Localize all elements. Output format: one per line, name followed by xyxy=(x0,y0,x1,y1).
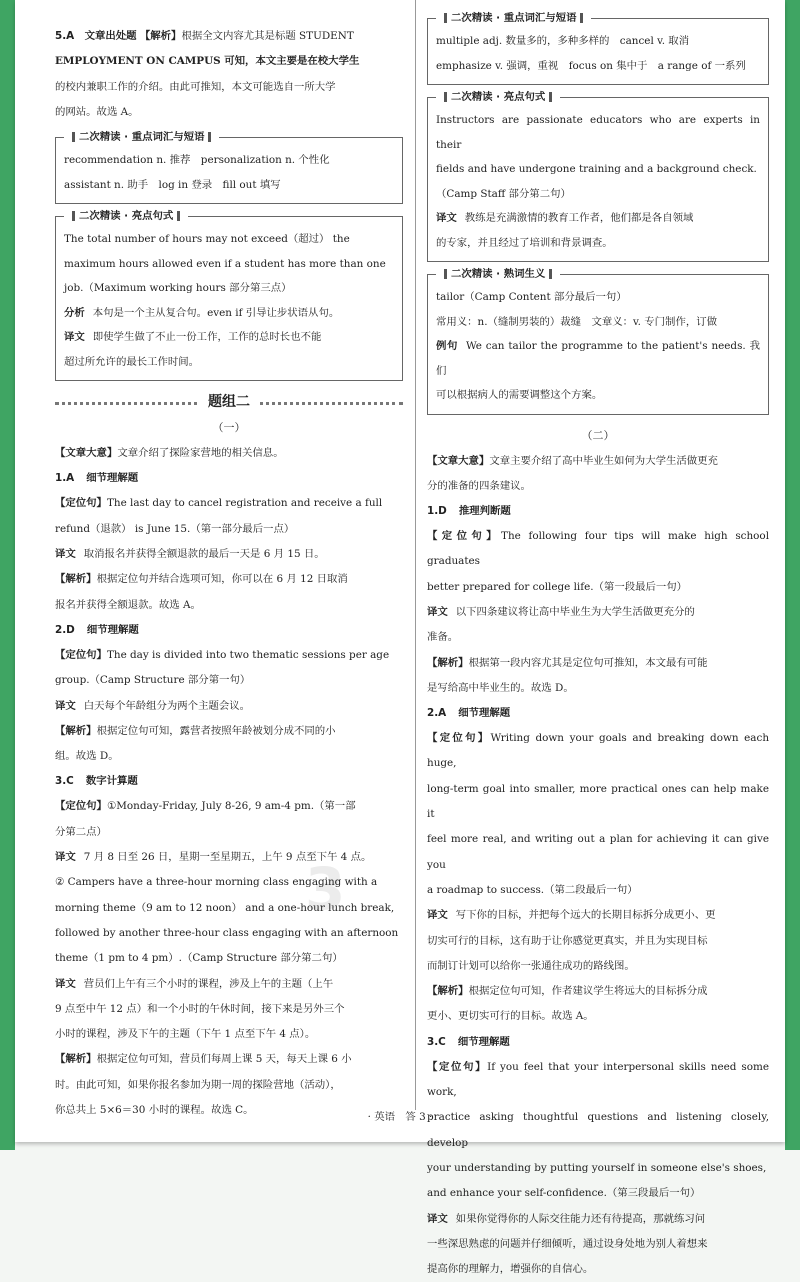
locate-line: a roadmap to success.（第二段最后一句） xyxy=(427,883,638,896)
example-line: 例句 We can tailor the programme to the patient's needs. 我们 xyxy=(436,340,760,377)
analysis-line: 时。由此可知，如果你报名参加为期一周的探险营地（活动）， xyxy=(55,1078,341,1091)
translation-line: 而制订计划可以给你一张通往成功的路线图。 xyxy=(427,959,635,972)
translation-line: 译文 营员们上午有三个小时的课程，涉及上午的主题（上午 xyxy=(55,977,334,990)
watermark: 3 xyxy=(305,855,346,923)
question-header: 1.D 推理判断题 xyxy=(427,505,511,518)
analysis-line: 你总共上 5×6＝30 小时的课程。故选 C。 xyxy=(55,1104,254,1117)
translation-line: 小时的课程，涉及下午的主题（下午 1 点至下午 4 点）。 xyxy=(55,1028,316,1041)
analysis-line: 【解析】根据定位句并结合选项可知，你可以在 6 月 12 日取消 xyxy=(55,573,348,586)
sentence-line: Instructors are passionate educators who are experts in their xyxy=(436,114,760,151)
locate-line: 【定位句】The last day to cancel registration and receive a full xyxy=(55,497,383,510)
locate-line: feel more real, and writing out a plan for achieving it can give you xyxy=(427,833,769,871)
translation-line: 一些深思熟虑的问题并仔细倾听，通过设身处地为别人着想来 xyxy=(427,1237,708,1250)
summary: 【文章大意】文章主要介绍了高中毕业生如何为大学生活做更充 xyxy=(427,454,718,467)
box-title: 二次精读 · 重点词汇与短语 xyxy=(436,10,591,26)
locate-line: refund（退款） is June 15.（第一部分最后一点） xyxy=(55,522,295,535)
locate-line: 【定位句】Writing down your goals and breaking down each huge, xyxy=(427,732,770,770)
analysis-line: 更小、更切实可行的目标。故选 A。 xyxy=(427,1010,594,1023)
box-title: 二次精读 · 亮点句式 xyxy=(64,208,188,224)
sentence-box xyxy=(427,91,769,262)
analysis-line: 【解析】根据定位句可知，营员们每周上课 5 天，每天上课 6 小 xyxy=(55,1053,352,1066)
page-footer: · 英语 答 3 · xyxy=(367,1111,433,1123)
box-title: 二次精读 · 重点词汇与短语 xyxy=(64,129,219,145)
question-header: 3.C 数字计算题 xyxy=(55,775,138,788)
sentence-line: （Camp Staff 部分第二句） xyxy=(436,187,571,200)
translation-line: 译文 写下你的目标，并把每个远大的长期目标拆分成更小、更 xyxy=(427,909,716,922)
vocab-box xyxy=(427,12,769,85)
translation-line: 切实可行的目标，这有助于让你感觉更真实，并且为实现目标 xyxy=(427,934,708,947)
word-line: 常用义：n.（缝制男装的）裁缝 文章义：v. 专门制作，订做 xyxy=(436,315,717,328)
translation-line: 译文 以下四条建议将让高中毕业生为大学生活做更充分的 xyxy=(427,605,695,618)
question-header: 3.C 细节理解题 xyxy=(427,1035,510,1048)
column-divider xyxy=(415,0,416,1110)
locate-line: 【定位句】The day is divided into two thematic sessions per age xyxy=(55,648,390,661)
locate-line: better prepared for college life.（第一段最后一句） xyxy=(427,580,688,593)
sentence-line: fields and have undergone training and a background check. xyxy=(436,163,757,175)
answer-page xyxy=(15,0,785,1276)
question-header: 2.A 细节理解题 xyxy=(427,707,511,720)
locate-line: theme（1 pm to 4 pm）.（Camp Structure 部分第二句） xyxy=(55,952,343,965)
analysis-line: 【解析】根据定位句可知，露营者按照年龄被划分成不同的小 xyxy=(55,724,336,737)
box-title: 二次精读 · 亮点句式 xyxy=(436,89,560,105)
translation-line: 译文 白天每个年龄组分为两个主题会议。 xyxy=(55,699,251,712)
q5-block: 5.A 文章出处题 【解析】根据全文内容尤其是标题 STUDENT xyxy=(55,30,354,42)
passage-subtitle: （一） xyxy=(212,421,246,435)
locate-line: followed by another three-hour class engaging with an afternoon xyxy=(55,926,399,939)
sentence-box xyxy=(55,210,403,381)
locate-line: 【定位句】①Monday-Friday, July 8-26, 9 am-4 pm.（第一部 xyxy=(55,800,356,813)
translation-line: 译文 即使学生做了不止一份工作，工作的总时长也不能 xyxy=(64,331,322,344)
left-border xyxy=(0,0,15,1150)
sentence-line: job.（Maximum working hours 部分第三点） xyxy=(64,282,292,295)
translation-line: 超过所允许的最长工作时间。 xyxy=(64,355,200,368)
passage-subtitle: （二） xyxy=(581,428,615,442)
analysis-line: 组。故选 D。 xyxy=(55,750,119,763)
translation-line: 译文 教练是充满激情的教育工作者，他们都是各自领域 xyxy=(436,212,694,224)
vocab-box xyxy=(55,131,403,204)
locate-line: ② Campers have a three-hour morning class engaging with a xyxy=(55,876,378,889)
word-line: tailor（Camp Content 部分最后一句） xyxy=(436,291,627,303)
locate-line: 【定位句】If you feel that your interpersonal skills need some work, xyxy=(427,1060,769,1099)
vocab-line: assistant n. 助手 log in 登录 fill out 填写 xyxy=(64,178,281,191)
locate-line: and enhance your self-confidence.（第三段最后一句） xyxy=(427,1187,701,1200)
translation-line: 准备。 xyxy=(427,631,459,644)
locate-line: group.（Camp Structure 部分第一句） xyxy=(55,674,251,687)
translation-line: 译文 如果你觉得你的人际交往能力还有待提高，那就练习问 xyxy=(427,1212,706,1225)
summary: 【文章大意】文章介绍了探险家营地的相关信息。 xyxy=(55,447,284,460)
example-line: 可以根据病人的需要调整这个方案。 xyxy=(436,389,603,401)
vocab-line: emphasize v. 强调，重视 focus on 集中于 a range of 一系列 xyxy=(436,59,746,72)
right-column xyxy=(427,4,769,1282)
locate-line: your understanding by putting yourself in someone else's shoes, xyxy=(427,1161,767,1174)
translation-line: 译文 取消报名并获得全额退款的最后一天是 6 月 15 日。 xyxy=(55,548,325,561)
analysis-line: 报名并获得全额退款。故选 A。 xyxy=(55,598,201,611)
left-column xyxy=(55,24,403,1123)
locate-line: practice asking thoughtful questions and listening closely, develop xyxy=(427,1111,769,1149)
locate-line: long-term goal into smaller, more practical ones can help make it xyxy=(427,782,769,821)
translation-line: 译文 7 月 8 日至 26 日，星期一至星期五，上午 9 点至下午 4 点。 xyxy=(55,851,372,864)
vocab-line: multiple adj. 数量多的，多种多样的 cancel v. 取消 xyxy=(436,35,690,47)
q5-line: 的网站。故选 A。 xyxy=(55,105,139,118)
group-title: 题组二 xyxy=(55,389,403,415)
translation-line: 的专家，并且经过了培训和背景调查。 xyxy=(436,236,613,249)
q5-line: 的校内兼职工作的介绍。由此可推知，本文可能选自一所大学 xyxy=(55,80,336,93)
analysis-line: 【解析】根据定位句可知，作者建议学生将远大的目标拆分成 xyxy=(427,985,708,998)
q5-line: EMPLOYMENT ON CAMPUS 可知，本文主要是在校大学生 xyxy=(55,55,360,68)
sentence-line: maximum hours allowed even if a student has more than one xyxy=(64,257,386,270)
vocab-line: recommendation n. 推荐 personalization n. 个性化 xyxy=(64,154,330,167)
locate-line: 【定位句】The following four tips will make high school graduates xyxy=(427,530,770,568)
translation-line: 9 点至中午 12 点）和一个小时的午休时间，接下来是另外三个 xyxy=(55,1002,345,1015)
analysis-line: 【解析】根据第一段内容尤其是定位句可推知，本文最有可能 xyxy=(427,656,708,669)
translation-line: 提高你的理解力，增强你的自信心。 xyxy=(427,1263,594,1276)
word-meaning-box xyxy=(427,268,769,415)
analysis-line: 是写给高中毕业生的。故选 D。 xyxy=(427,681,574,694)
summary: 分的准备的四条建议。 xyxy=(427,479,531,492)
question-header: 1.A 细节理解题 xyxy=(55,472,139,485)
right-border xyxy=(785,0,800,1150)
sentence-line: The total number of hours may not exceed（超过） the xyxy=(64,233,350,246)
box-title: 二次精读 · 熟词生义 xyxy=(436,266,560,282)
analysis-line: 分析 本句是一个主从复合句。even if 引导让步状语从句。 xyxy=(64,306,340,319)
question-header: 2.D 细节理解题 xyxy=(55,623,139,636)
locate-line: 分第二点） xyxy=(55,825,107,838)
locate-line: morning theme（9 am to 12 noon） and a one-hour lunch break, xyxy=(55,901,395,914)
